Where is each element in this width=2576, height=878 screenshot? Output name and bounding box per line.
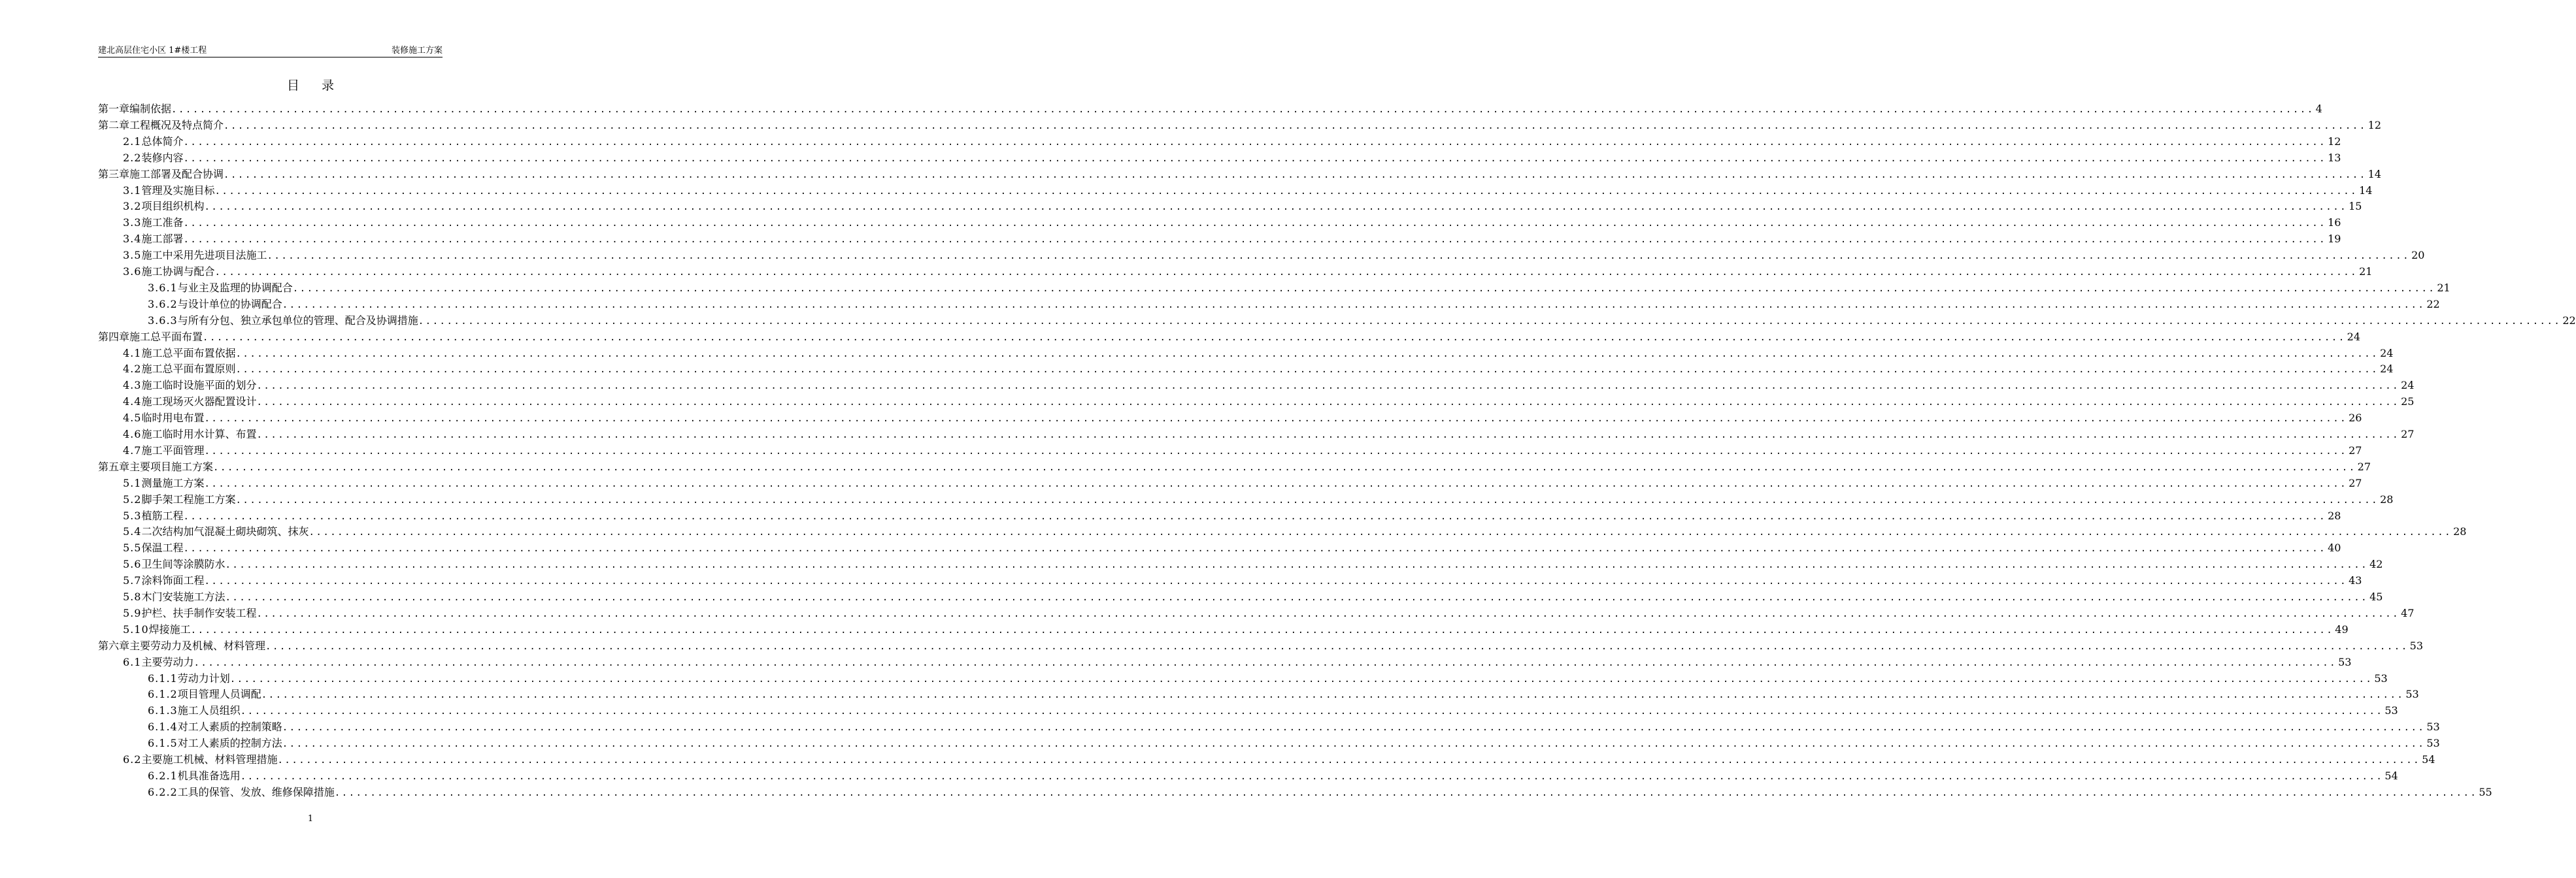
toc-entry-number: 4.7: [123, 444, 142, 457]
toc-dot-leader: ............................................................................................................................................................................................................................................................................................................: [235, 495, 2379, 506]
toc-dot-leader: ............................................................................................................................................................................................................................................................................................................: [334, 787, 2478, 798]
toc-dot-leader: ............................................................................................................................................................................................................................................................................................................: [229, 674, 2373, 685]
toc-entry-page: 15: [2349, 200, 2362, 213]
toc-entry-page: 53: [2338, 655, 2352, 668]
toc-entry-page: 28: [2380, 493, 2394, 506]
toc-entry[interactable]: [123, 540, 2341, 556]
toc-entry-page: 26: [2349, 412, 2362, 425]
toc-entry[interactable]: [148, 671, 2388, 687]
toc-dot-leader: ............................................................................................................................................................................................................................................................................................................: [213, 462, 2356, 473]
toc-entry-page: 21: [2359, 265, 2373, 278]
toc-entry-title: 施工现场灭火器配置设计: [141, 395, 257, 408]
toc-entry-title: 主要施工机械、材料管理措施: [141, 753, 278, 766]
toc-entry-page: 43: [2349, 574, 2362, 587]
toc-entry-page: 55: [2479, 785, 2492, 798]
toc-entry-page: 53: [2409, 639, 2424, 652]
toc-entry[interactable]: [123, 492, 2394, 508]
toc-entry[interactable]: [98, 638, 2424, 654]
toc-dot-leader: ............................................................................................................................................................................................................................................................................................................: [193, 657, 2337, 668]
toc-entry-page: 27: [2349, 444, 2362, 457]
toc-entry[interactable]: [123, 199, 2362, 214]
toc-entry-title: 劳动力计划: [177, 672, 230, 685]
toc-entry-title: 脚手架工程施工方案: [141, 493, 236, 506]
toc-dot-leader: ............................................................................................................................................................................................................................................................................................................: [190, 625, 2334, 636]
toc-entry-page: 53: [2405, 688, 2419, 701]
toc-dot-leader: ............................................................................................................................................................................................................................................................................................................: [204, 576, 2348, 587]
toc-dot-leader: ............................................................................................................................................................................................................................................................................................................: [183, 511, 2327, 522]
toc-entry-number: 5.5: [123, 542, 142, 555]
toc-entry[interactable]: [123, 443, 2362, 459]
toc-entry-title: 施工总平面布置依据: [141, 346, 236, 359]
toc-entry-number: 第三章: [98, 167, 130, 180]
toc-entry[interactable]: [98, 167, 2382, 182]
toc-entry[interactable]: [148, 687, 2419, 702]
toc-entry-title: 对工人素质的控制方法: [177, 737, 282, 750]
toc-entry-title: 植筋工程: [141, 509, 184, 522]
toc-dot-leader: ............................................................................................................................................................................................................................................................................................................: [225, 560, 2369, 571]
page-number: 1: [307, 814, 314, 824]
toc-entry-title: 总体简介: [141, 135, 184, 148]
toc-entry-number: 6.2: [123, 753, 142, 766]
toc-entry[interactable]: [148, 703, 2398, 719]
header-document-title: 装修施工方案: [391, 46, 443, 56]
toc-entry-number: 5.3: [123, 509, 142, 522]
toc-entry-number: 5.1: [123, 476, 142, 489]
toc-entry[interactable]: [123, 150, 2341, 166]
toc-entry[interactable]: [98, 118, 2382, 133]
toc-entry[interactable]: [123, 589, 2383, 605]
toc-dot-leader: ............................................................................................................................................................................................................................................................................................................: [204, 202, 2348, 213]
toc-entry-title: 焊接施工: [148, 623, 191, 636]
toc-title: 目录: [286, 78, 356, 93]
toc-entry[interactable]: [148, 768, 2398, 784]
toc-entry[interactable]: [148, 719, 2440, 735]
toc-entry-title: 机具准备选用: [177, 769, 241, 782]
toc-entry-number: 6.1.1: [148, 672, 178, 685]
toc-entry-number: 第四章: [98, 330, 130, 343]
toc-entry[interactable]: [123, 215, 2341, 231]
toc-entry-title: 对工人素质的控制策略: [177, 721, 282, 734]
toc-entry[interactable]: [123, 655, 2352, 670]
toc-entry[interactable]: [123, 622, 2349, 638]
toc-entry-title: 施工部署: [141, 233, 184, 246]
toc-entry-number: 2.2: [123, 151, 142, 164]
toc-entry[interactable]: [123, 231, 2341, 247]
toc-entry-page: 12: [2367, 118, 2382, 131]
toc-entry-number: 4.5: [123, 412, 142, 425]
toc-entry[interactable]: [123, 361, 2394, 377]
toc-dot-leader: ............................................................................................................................................................................................................................................................................................................: [204, 478, 2348, 489]
toc-entry-number: 3.2: [123, 200, 142, 213]
toc-entry-page: 54: [2422, 753, 2435, 766]
toc-entry-number: 4.3: [123, 379, 142, 392]
toc-entry-title: 管理及实施目标: [141, 184, 215, 197]
toc-entry-page: 45: [2369, 591, 2383, 603]
toc-dot-leader: ............................................................................................................................................................................................................................................................................................................: [265, 641, 2409, 652]
toc-dot-leader: ............................................................................................................................................................................................................................................................................................................: [267, 251, 2411, 262]
toc-entry-page: 53: [2426, 721, 2440, 734]
toc-dot-leader: ............................................................................................................................................................................................................................................................................................................: [224, 120, 2367, 131]
toc-entry-title: 施工部署及配合协调: [129, 167, 224, 180]
toc-entry-number: 3.1: [123, 184, 142, 197]
toc-entry-number: 5.2: [123, 493, 142, 506]
toc-entry-title: 编制依据: [129, 103, 172, 115]
header-project-name: 建北高层住宅小区 1#楼工程: [98, 46, 207, 56]
toc-entry-number: 3.6.1: [148, 281, 178, 294]
toc-dot-leader: ............................................................................................................................................................................................................................................................................................................: [256, 381, 2400, 392]
toc-entry-page: 14: [2367, 167, 2382, 180]
toc-entry-title: 施工准备: [141, 216, 184, 229]
toc-entry-page: 42: [2369, 558, 2383, 571]
toc-entry-page: 28: [2328, 509, 2341, 522]
toc-dot-leader: ............................................................................................................................................................................................................................................................................................................: [183, 218, 2327, 229]
toc-entry-number: 第六章: [98, 639, 130, 652]
toc-dot-leader: ............................................................................................................................................................................................................................................................................................................: [277, 755, 2421, 766]
toc-entry-title: 施工平面管理: [141, 444, 205, 457]
toc-dot-leader: ............................................................................................................................................................................................................................................................................................................: [183, 137, 2327, 148]
toc-entry-number: 3.6.2: [148, 297, 178, 310]
toc-entry-number: 5.9: [123, 606, 142, 619]
toc-entry[interactable]: [123, 134, 2341, 150]
toc-entry[interactable]: [123, 183, 2373, 199]
toc-entry-title: 施工总平面布置: [129, 330, 203, 343]
toc-dot-leader: ............................................................................................................................................................................................................................................................................................................: [256, 397, 2400, 408]
toc-entry-title: 工具的保管、发放、维修保障措施: [177, 785, 335, 798]
toc-entry-number: 5.4: [123, 525, 142, 538]
toc-entry-title: 施工临时用水计算、布置: [141, 428, 257, 440]
toc-entry-number: 2.1: [123, 135, 142, 148]
toc-entry-number: 6.2.1: [148, 769, 178, 782]
toc-entry[interactable]: [123, 573, 2362, 589]
toc-dot-leader: ............................................................................................................................................................................................................................................................................................................: [183, 544, 2327, 555]
toc-entry-number: 6.1.3: [148, 704, 178, 717]
toc-dot-leader: ............................................................................................................................................................................................................................................................................................................: [214, 186, 2358, 197]
toc-entry-title: 卫生间等涂膜防水: [141, 558, 226, 571]
toc-entry-title: 主要项目施工方案: [129, 460, 214, 473]
toc-entry-page: 28: [2453, 525, 2467, 538]
toc-entry-page: 27: [2357, 460, 2371, 473]
toc-dot-leader: ............................................................................................................................................................................................................................................................................................................: [225, 593, 2369, 603]
toc-entry[interactable]: [123, 394, 2415, 410]
toc-entry[interactable]: [148, 785, 2492, 800]
toc-entry-page: 24: [2401, 379, 2415, 392]
toc-dot-leader: ............................................................................................................................................................................................................................................................................................................: [292, 283, 2436, 294]
toc-dot-leader: ............................................................................................................................................................................................................................................................................................................: [204, 414, 2348, 425]
toc-entry[interactable]: [123, 524, 2467, 540]
toc-entry-title: 主要劳动力: [141, 655, 194, 668]
toc-entry-title: 二次结构加气混凝土砌块砌筑、抹灰: [141, 525, 309, 538]
toc-entry-title: 保温工程: [141, 542, 184, 555]
toc-entry-page: 19: [2328, 233, 2341, 246]
toc-entry[interactable]: [123, 378, 2415, 393]
toc-entry-number: 4.2: [123, 363, 142, 376]
toc-entry-page: 40: [2328, 542, 2341, 555]
toc-entry[interactable]: [148, 313, 2576, 329]
toc-entry-page: 24: [2347, 330, 2361, 343]
toc-dot-leader: ............................................................................................................................................................................................................................................................................................................: [183, 153, 2327, 164]
toc-entry[interactable]: [123, 264, 2373, 280]
toc-entry-title: 施工总平面布置原则: [141, 363, 236, 376]
toc-entry-title: 与业主及监理的协调配合: [177, 281, 293, 294]
toc-entry-title: 施工临时设施平面的划分: [141, 379, 257, 392]
toc-entry-page: 27: [2349, 476, 2362, 489]
page-header: [98, 45, 443, 57]
toc-entry-page: 16: [2328, 216, 2341, 229]
toc-entry-title: 施工协调与配合: [141, 265, 215, 278]
toc-entry-title: 施工人员组织: [177, 704, 241, 717]
toc-entry-number: 4.1: [123, 346, 142, 359]
toc-entry-number: 6.1.4: [148, 721, 178, 734]
toc-entry-page: 13: [2328, 151, 2341, 164]
toc-entry-title: 项目管理人员调配: [177, 688, 261, 701]
toc-dot-leader: ............................................................................................................................................................................................................................................................................................................: [240, 771, 2384, 782]
toc-dot-leader: ............................................................................................................................................................................................................................................................................................................: [309, 527, 2452, 538]
toc-entry[interactable]: [123, 410, 2362, 426]
toc-entry-title: 涂料饰面工程: [141, 574, 205, 587]
toc-entry[interactable]: [98, 329, 2361, 345]
toc-dot-leader: ............................................................................................................................................................................................................................................................................................................: [235, 348, 2379, 359]
toc-entry[interactable]: [98, 101, 2322, 117]
toc-dot-leader: ............................................................................................................................................................................................................................................................................................................: [235, 365, 2379, 376]
toc-entry-page: 53: [2374, 672, 2388, 685]
toc-entry-title: 主要劳动力及机械、材料管理: [129, 639, 266, 652]
toc-entry-number: 3.5: [123, 249, 142, 262]
toc-entry-page: 27: [2401, 428, 2415, 440]
toc-entry-page: 53: [2384, 704, 2398, 717]
toc-dot-leader: ............................................................................................................................................................................................................................................................................................................: [282, 723, 2426, 734]
toc-entry[interactable]: [123, 346, 2394, 361]
toc-entry-page: 25: [2401, 395, 2415, 408]
toc-entry-title: 装修内容: [141, 151, 184, 164]
toc-entry-page: 54: [2384, 769, 2398, 782]
toc-dot-leader: ............................................................................................................................................................................................................................................................................................................: [204, 446, 2348, 457]
toc-entry-number: 6.1: [123, 655, 142, 668]
toc-entry-title: 与设计单位的协调配合: [177, 297, 282, 310]
toc-entry-title: 临时用电布置: [141, 412, 205, 425]
toc-entry-number: 6.1.2: [148, 688, 178, 701]
toc-entry-page: 12: [2328, 135, 2341, 148]
toc-dot-leader: ............................................................................................................................................................................................................................................................................................................: [203, 332, 2346, 343]
toc-entry-title: 木门安装施工方法: [141, 591, 226, 603]
toc-dot-leader: ............................................................................................................................................................................................................................................................................................................: [282, 739, 2426, 750]
toc-dot-leader: ............................................................................................................................................................................................................................................................................................................: [240, 706, 2384, 717]
toc-entry-number: 3.3: [123, 216, 142, 229]
toc-dot-leader: ............................................................................................................................................................................................................................................................................................................: [214, 267, 2358, 278]
toc-dot-leader: ............................................................................................................................................................................................................................................................................................................: [261, 690, 2405, 701]
toc-entry-number: 6.2.2: [148, 785, 178, 798]
toc-entry-title: 工程概况及特点简介: [129, 118, 224, 131]
toc-entry-number: 5.8: [123, 591, 142, 603]
toc-dot-leader: ............................................................................................................................................................................................................................................................................................................: [256, 608, 2400, 619]
toc-dot-leader: ............................................................................................................................................................................................................................................................................................................: [183, 235, 2327, 246]
toc-entry-page: 24: [2380, 346, 2394, 359]
toc-entry[interactable]: [148, 297, 2440, 312]
toc-dot-leader: ............................................................................................................................................................................................................................................................................................................: [171, 105, 2315, 115]
toc-entry-number: 第一章: [98, 103, 130, 115]
toc-entry-title: 护栏、扶手制作安装工程: [141, 606, 257, 619]
toc-entry[interactable]: [123, 508, 2341, 524]
toc-entry-number: 第五章: [98, 460, 130, 473]
toc-entry-page: 20: [2411, 249, 2425, 262]
toc-entry-page: 14: [2359, 184, 2373, 197]
toc-entry-page: 24: [2380, 363, 2394, 376]
toc-entry-page: 4: [2315, 103, 2322, 115]
toc-dot-leader: ............................................................................................................................................................................................................................................................................................................: [418, 316, 2562, 327]
toc-entry[interactable]: [148, 736, 2440, 751]
toc-entry-title: 测量施工方案: [141, 476, 205, 489]
toc-entry-page: 47: [2401, 606, 2415, 619]
toc-entry-number: 3.6: [123, 265, 142, 278]
toc-entry[interactable]: [123, 248, 2425, 263]
toc-entry-number: 4.6: [123, 428, 142, 440]
toc-entry[interactable]: [123, 557, 2383, 572]
toc-dot-leader: ............................................................................................................................................................................................................................................................................................................: [282, 299, 2426, 310]
toc-dot-leader: ............................................................................................................................................................................................................................................................................................................: [224, 169, 2367, 180]
toc-entry-title: 与所有分包、独立承包单位的管理、配合及协调措施: [177, 314, 418, 327]
toc-entry-number: 5.10: [123, 623, 149, 636]
toc-entry-page: 22: [2562, 314, 2576, 327]
toc-entry-number: 3.6.3: [148, 314, 178, 327]
toc-entry[interactable]: [123, 606, 2415, 621]
toc-entry[interactable]: [123, 752, 2435, 768]
toc-entry-page: 49: [2335, 623, 2349, 636]
toc-entry-number: 5.6: [123, 558, 142, 571]
toc-entry-number: 3.4: [123, 233, 142, 246]
toc-entry[interactable]: [123, 476, 2362, 491]
toc-entry-number: 6.1.5: [148, 737, 178, 750]
toc-entry-page: 53: [2426, 737, 2440, 750]
toc-entry[interactable]: [148, 280, 2451, 296]
toc-entry-number: 第二章: [98, 118, 130, 131]
toc-entry-title: 项目组织机构: [141, 200, 205, 213]
toc-entry-number: 4.4: [123, 395, 142, 408]
toc-entry-number: 5.7: [123, 574, 142, 587]
toc-entry-page: 22: [2426, 297, 2440, 310]
toc-entry-page: 21: [2437, 281, 2451, 294]
toc-entry[interactable]: [123, 427, 2415, 442]
toc-entry-title: 施工中采用先进项目法施工: [141, 249, 267, 262]
toc-dot-leader: ............................................................................................................................................................................................................................................................................................................: [256, 430, 2400, 440]
toc-entry[interactable]: [98, 459, 2371, 475]
